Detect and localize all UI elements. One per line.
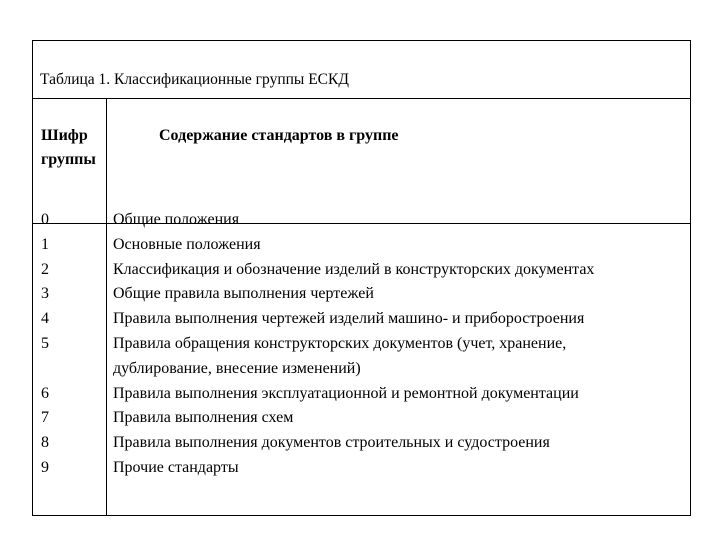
group-code: 9 <box>41 458 49 476</box>
group-content: Правила выполнения схем <box>113 409 294 427</box>
eskd-table <box>32 40 691 516</box>
group-content-list <box>113 208 594 481</box>
group-content: Правила выполнения чертежей изделий машино- и приборостроения <box>113 310 585 328</box>
group-code: 5 <box>41 334 49 352</box>
group-content: Правила обращения конструкторских документов (учет, хранение, дублирование, внесение изменений) <box>113 334 567 377</box>
group-content: Правила выполнения документов строительных и судостроения <box>113 434 550 452</box>
group-code: 1 <box>41 235 49 253</box>
group-code: 8 <box>41 434 49 452</box>
group-content: Классификация и обозначение изделий в конструкторских документах <box>113 260 595 278</box>
group-code: 4 <box>41 310 49 328</box>
group-code-list <box>41 208 49 481</box>
header-standards-content: Содержание стандартов в группе <box>159 127 399 144</box>
group-content: Прочие стандарты <box>113 458 239 476</box>
table-caption-row <box>33 41 690 99</box>
table-caption: Таблица 1. Классификационные группы ЕСКД <box>40 71 349 88</box>
group-content: Общие положения <box>113 211 240 228</box>
column-divider <box>106 99 107 516</box>
header-code-group: Шифр группы <box>41 127 96 168</box>
group-code: 2 <box>41 260 49 278</box>
group-code: 6 <box>41 384 49 402</box>
group-content: Основные положения <box>113 235 261 253</box>
group-code: 0 <box>41 211 49 228</box>
table-header-row <box>33 99 690 224</box>
group-code: 7 <box>41 409 49 427</box>
group-content: Правила выполнения эксплуатационной и ремонтной документации <box>113 384 579 402</box>
group-code: 3 <box>41 285 49 303</box>
group-content: Общие правила выполнения чертежей <box>113 285 374 303</box>
